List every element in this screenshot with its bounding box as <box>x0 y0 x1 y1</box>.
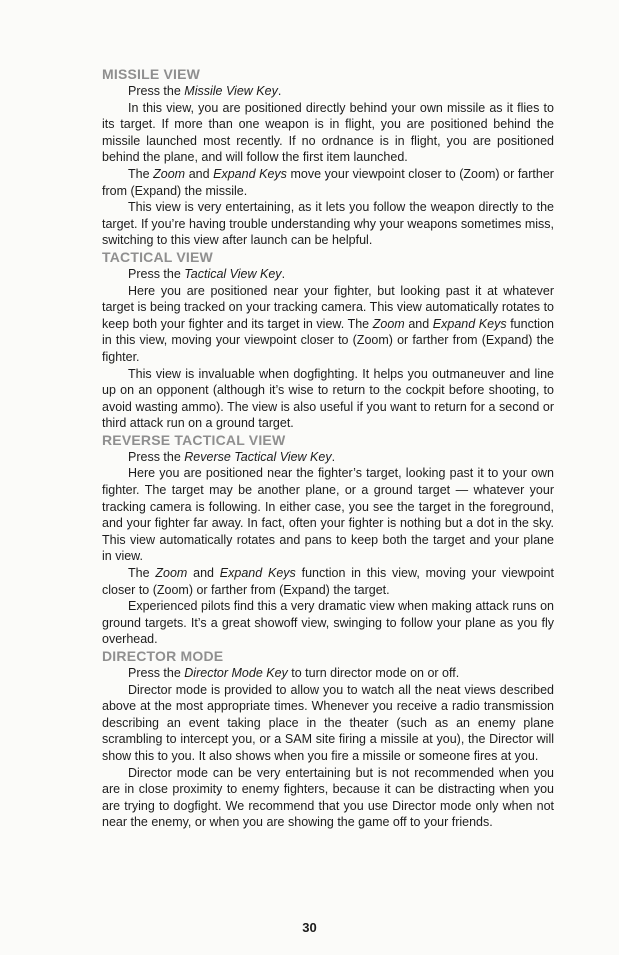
paragraph <box>102 465 554 565</box>
text-run: The <box>128 166 154 181</box>
key-name: Zoom <box>372 316 405 331</box>
paragraph <box>102 199 554 249</box>
section-heading: REVERSE TACTICAL VIEW <box>102 431 286 448</box>
paragraph <box>102 83 554 100</box>
key-name: Zoom <box>155 566 188 581</box>
paragraph <box>102 366 554 432</box>
text-run: and <box>404 316 433 331</box>
text-run: . <box>277 84 282 98</box>
text-run: and <box>187 566 220 581</box>
section-reverse-tactical-view <box>102 432 554 648</box>
text-run: . <box>331 449 336 464</box>
paragraph <box>102 266 554 283</box>
key-name: Zoom <box>153 166 186 181</box>
text-run: This view is very entertaining, as it lets you follow the weapon directly to the target. If you’re having trouble understanding why your weapons sometimes miss, switching to this view after launch can be helpful. <box>102 200 554 248</box>
key-name: Director Mode Key <box>184 666 288 680</box>
key-name: Expand Keys <box>219 566 296 581</box>
text-run: Press the <box>128 84 185 98</box>
section-heading: MISSILE VIEW <box>102 66 201 82</box>
paragraph <box>102 598 554 648</box>
paragraph <box>102 283 554 366</box>
paragraph <box>102 665 554 682</box>
paragraph <box>102 100 554 166</box>
text-run: This view is invaluable when dogfighting. It helps you outmaneuver and line up on an opponent (although it’s wise to return to the cockpit before shooting, to avoid wasting ammo). The view is also useful if you want to return for a second or third attack run on a ground target. <box>102 366 554 431</box>
paragraph <box>102 682 554 765</box>
text-run: The <box>128 566 156 581</box>
text-run: move your viewpoint closer to (Zoom) or farther from (Expand) the missile. <box>102 166 554 198</box>
text-run: Director mode can be very entertaining but is not recommended when you are in close proximity to enemy fighters, because it can be distracting when you are trying to dogfight. We recommend that you use Director mode only when not near the enemy, or when you are showing the game off to your friends. <box>102 765 554 830</box>
key-name: Tactical View Key <box>184 266 282 281</box>
section-heading: TACTICAL VIEW <box>102 248 213 265</box>
text-run: Press the <box>128 666 185 680</box>
text-run: function in this view, moving your viewpoint closer to (Zoom) or farther from (Expand) the fighter. <box>102 316 554 364</box>
section-director-mode <box>102 648 554 831</box>
section-missile-view <box>102 66 554 249</box>
text-run: function in this view, moving your viewpoint closer to (Zoom) or farther from (Expand) the target. <box>102 566 554 597</box>
text-run: and <box>185 166 214 181</box>
section-heading: DIRECTOR MODE <box>102 648 224 664</box>
page-number: 30 <box>302 920 317 935</box>
paragraph <box>102 166 554 199</box>
paragraph <box>102 565 554 598</box>
text-run: Experienced pilots find this a very dramatic view when making attack runs on ground targets. It’s a great showoff view, swinging to follow your plane as you fly overhead. <box>102 599 554 647</box>
paragraph <box>102 765 554 831</box>
section-tactical-view <box>102 249 554 432</box>
text-run: Here you are positioned near your fighter, but looking past it at whatever target is being tracked on your tracking camera. This view automatically rotates to keep both your fighter and its target in view. The <box>102 283 554 331</box>
text-run: Press the <box>128 266 185 281</box>
key-name: Missile View Key <box>184 84 278 98</box>
key-name: Expand Keys <box>213 166 287 181</box>
text-run: to turn director mode on or off. <box>287 666 460 680</box>
text-run: Here you are positioned near the fighter’s target, looking past it to your own fighter. The target may be another plane, or a ground target — whatever your tracking camera is following. In either case, you see the target in the foreground, and your fighter far away. In fact, often your fighter is nothing but a dot in the sky. This view automatically rotates and pans to keep both the target and your plane in view. <box>102 466 554 564</box>
text-run: Press the <box>128 449 185 464</box>
text-run: In this view, you are positioned directly behind your own missile as it flies to its target. If more than one weapon is in flight, you are positioned behind the missile launched most recently. If no ordnance is in flight, you are positioned behind the plane, and will follow the first item launched. <box>102 100 554 165</box>
key-name: Reverse Tactical View Key <box>184 449 332 464</box>
paragraph <box>102 449 554 466</box>
text-run: Director mode is provided to allow you to watch all the neat views described above at the most appropriate times. Whenever you receive a radio transmission describing an event taking place in the theater (such as an enemy plane scrambling to intercept you, or a SAM site firing a missile at you), the Director will show this to you. It also shows when you fire a missile or someone fires at you. <box>102 682 554 763</box>
text-run: . <box>281 266 286 281</box>
page-content <box>102 66 554 831</box>
key-name: Expand Keys <box>432 316 507 331</box>
